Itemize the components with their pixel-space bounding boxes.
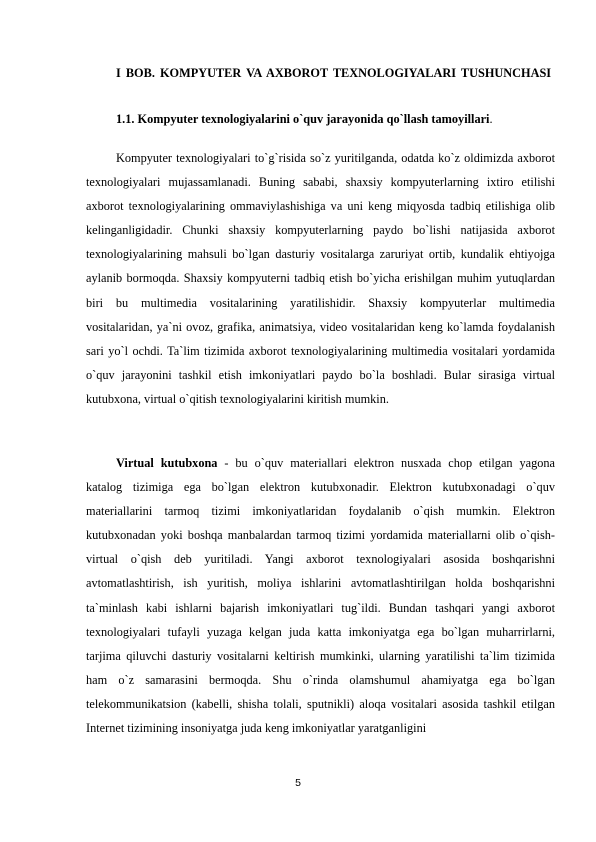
body-paragraph-2-text: - bu o`quv materiallari elektron nusxada chop etilgan yagona katalog tizimiga ega bo`lgan elektron kutubxonadir. Elektron kutubxonadagi o`quv materiallarini tarmoq tizimi imkoniyatlaridan foydalanib o`qish mumkin. Elektron kutubxonadan yoki boshqa manbalardan tarmoq tizimi yordamida materiallarni olib o`qish-virtual o`qish deb yuritiladi. Yangi axborot texnologiyalari asosida boshqarishni avtomatlashtirish, ish yuritish, moliya ishlarini avtomatlashtirilgan holda boshqarishni ta`minlash kabi ishlarni bajarish imkoniyatlari tug`ildi. Bundan tashqari yangi axborot texnologiyalari tufayli yuzaga kelgan juda katta imkoniyatga ega bo`lgan muharrirlarni, tarjima qiluvchi dasturiy vositalarni keltirish mumkinki, ularning yaratilishi ta`lim tizimida ham o`z samarasini bermoqda. Shu o`rinda olamshumul ahamiyatga ega bo`lgan telekommunikatsion (kabelli, shisha tolali, sputnikli) aloqa vositalari asosida tashkil etilgan Internet tizimining insoniyatga juda keng imkoniyatlar yaratganligini xyxy=(86,456,555,736)
chapter-title: I BOB. KOMPYUTER VA AXBOROT TEXNOLOGIYALARI TUSHUNCHASI xyxy=(116,66,552,80)
section-title-text: 1.1. Kompyuter texnologiyalarini o`quv jarayonida qo`llash tamoyillari xyxy=(116,112,490,126)
body-paragraph-2 xyxy=(86,451,555,740)
section-title xyxy=(116,109,556,129)
section-title-period: . xyxy=(489,112,493,126)
page-number: 5 xyxy=(295,777,301,789)
body-paragraph-1: Kompyuter texnologiyalari to`g`risida so`z yuritilganda, odatda ko`z oldimizda axborot texnologiyalari mujassamlanadi. Buning sababi, shaxsiy kompyuterlarning ixtiro etilishi axborot texnologiyalarining ommaviylashishiga va uni keng miqyosda tadbiq etilishiga olib kelinganligidadir. Chunki shaxsiy kompyuterlarning paydo bo`lishi natijasida axborot texnologiyalarining mahsuli bo`lgan dasturiy vositalarga zaruriyat ortib, kundalik ehtiyojga aylanib bormoqda. Shaxsiy kompyuterni tadbiq etish bo`yicha erishilgan muhim yutuqlardan biri bu multimedia vositalarining yaratilishidir. Shaxsiy kompyuterlar multimedia vositalaridan, ya`ni ovoz, grafika, animatsiya, video vositalaridan keng ko`lamda foydalanish sari yo`l ochdi. Ta`lim tizimida axborot texnologiyalarining multimedia vositalari yordamida o`quv jarayonini tashkil etish imkoniyatlari paydo bo`la boshladi. Bular sirasiga virtual kutubxona, virtual o`qitish texnologiyalarini kiritish mumkin. xyxy=(86,151,555,406)
term-virtual-library: Virtual kutubxona xyxy=(116,456,218,470)
